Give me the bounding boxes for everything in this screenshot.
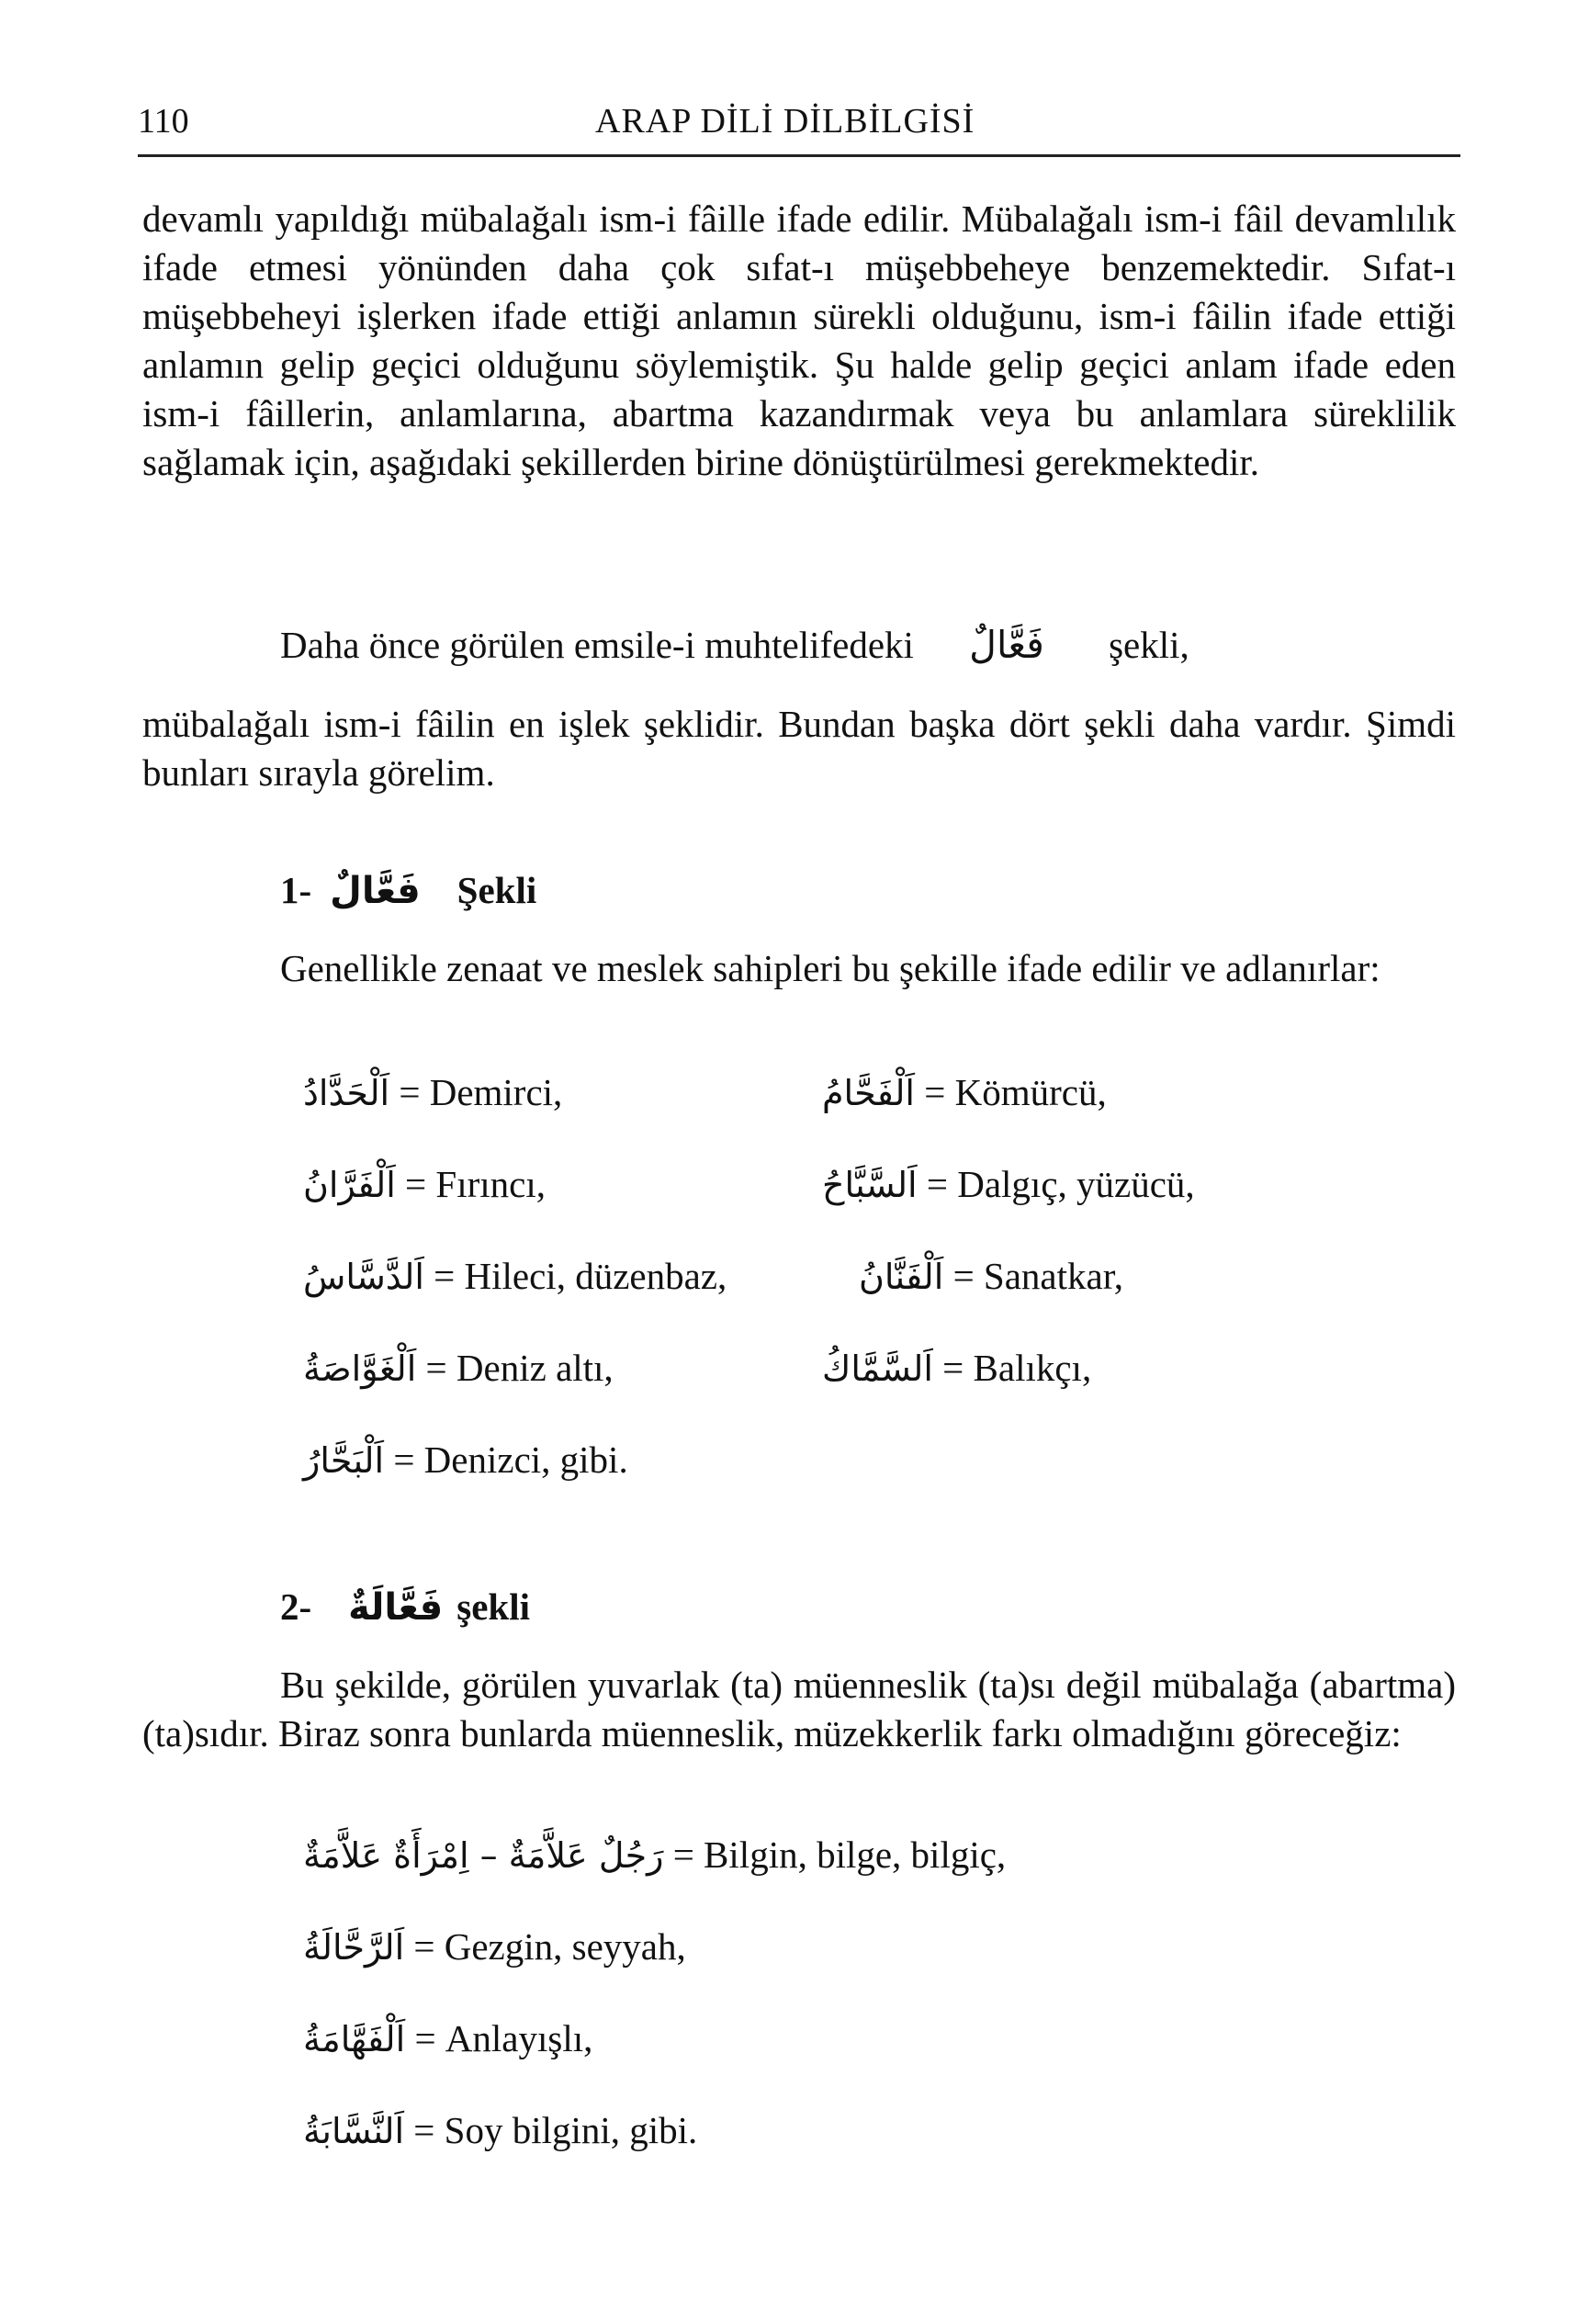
entry-arabic: اَلْبَحَّارُ — [303, 1440, 385, 1481]
entry-translation: = Sanatkar, — [952, 1255, 1123, 1297]
entry-arabic: اَلرَّحَّالَةُ — [303, 1927, 405, 1968]
section-2-arabic: فَعَّالَةٌ — [348, 1586, 444, 1629]
paragraph-2-rest: mübalağalı ism-i fâilin en işlek şeklidir. Bundan başka dört şekli daha vardır. Şimdi bunları sırayla görelim. — [142, 703, 1456, 794]
section-1-entry — [303, 1162, 546, 1206]
entry-translation: = Bilgin, bilge, bilgiç, — [672, 1833, 1007, 1876]
section-1-entry — [859, 1254, 1123, 1298]
section-2-entry — [303, 2108, 697, 2152]
entry-arabic: اَلْفَنَّانُ — [859, 1257, 944, 1297]
entry-arabic: رَجُلٌ عَلاَّمَةٌ – اِمْرَأَةٌ عَلاَّمَةٌ — [303, 1835, 664, 1876]
section-1-heading — [280, 868, 536, 912]
section-1-entry — [303, 1254, 727, 1298]
paragraph-2-arabic: فَعَّالٌ — [969, 623, 1044, 667]
section-1-label: Şekli — [456, 869, 537, 911]
section-1-intro: Genellikle zenaat ve meslek sahipleri bu şekille ifade edilir ve adlanırlar: — [280, 947, 1381, 989]
section-2-intro: Bu şekilde, görülen yuvarlak (ta) müenneslik (ta)sı değil mübalağa (abartma) (ta)sıdır. Biraz sonra bunlarda müenneslik, müzekkerlik farkı olmadığını göreceğiz: — [142, 1664, 1456, 1754]
section-1-entry — [303, 1438, 628, 1482]
entry-translation: = Hileci, düzenbaz, — [434, 1255, 727, 1297]
section-1-entry — [822, 1070, 1107, 1114]
running-title: ARAP DİLİ DİLBİLGİSİ — [595, 102, 975, 141]
paragraph-2-first-line — [280, 623, 1189, 667]
entry-translation: = Gezgin, seyyah, — [413, 1925, 686, 1968]
page-header — [138, 99, 1460, 157]
entry-arabic: اَلسَّبَّاحُ — [822, 1165, 918, 1205]
entry-translation: = Soy bilgini, gibi. — [413, 2109, 698, 2151]
paragraph-2-text-after: şekli, — [1109, 624, 1189, 666]
page-number: 110 — [138, 102, 189, 141]
section-2-entry — [303, 1924, 686, 1969]
entry-translation: = Fırıncı, — [405, 1163, 546, 1205]
entry-translation: = Denizci, gibi. — [393, 1438, 628, 1481]
entry-translation: = Kömürcü, — [924, 1071, 1107, 1113]
entry-translation: = Dalgıç, yüzücü, — [926, 1163, 1195, 1205]
section-1-number: 1- — [280, 869, 312, 911]
section-2-entry — [303, 2016, 592, 2060]
entry-arabic: اَلدَّسَّاسُ — [303, 1257, 424, 1297]
entry-translation: = Balıkçı, — [942, 1347, 1092, 1389]
section-2-number: 2- — [280, 1585, 312, 1628]
section-2-label: şekli — [456, 1585, 530, 1628]
section-1-entry — [303, 1346, 614, 1390]
section-2-heading — [280, 1585, 530, 1629]
section-1-arabic: فَعَّالٌ — [330, 870, 421, 912]
entry-arabic: اَلْفَرَّانُ — [303, 1165, 396, 1205]
paragraph-1: devamlı yapıldığı mübalağalı ism-i fâille ifade edilir. Mübalağalı ism-i fâil devamlılık ifade etmesi yönünden daha çok sıfat-ı müşebbeheye benzemektedir. Sıfat-ı müşebbeheyi işlerken ifade ettiği anlamın sürekli olduğunu, ism-i fâilin ifade ettiği anlamın gelip geçici olduğunu söylemiştik. Şu halde gelip geçici anlam ifade eden ism-i fâillerin, anlamlarına, abartma kazandırmak veya bu anlamlara süreklilik sağlamak için, aşağıdaki şekillerden birine dönüştürülmesi gerekmektedir. — [142, 197, 1456, 483]
entry-arabic: اَلْحَدَّادُ — [303, 1073, 390, 1113]
entry-arabic: اَلسَّمَّاكُ — [822, 1348, 933, 1389]
section-1-entry — [822, 1346, 1091, 1390]
entry-translation: = Anlayışlı, — [414, 2017, 593, 2059]
section-1-entry — [303, 1070, 562, 1114]
section-1-entry — [822, 1162, 1195, 1206]
entry-arabic: اَلنَّسَّابَةُ — [303, 2111, 405, 2151]
section-2-entry — [303, 1833, 1006, 1877]
entry-arabic: اَلْفَهَّامَةُ — [303, 2019, 406, 2059]
entry-translation: = Deniz altı, — [425, 1347, 614, 1389]
entry-arabic: اَلْغَوَّاصَةُ — [303, 1348, 417, 1389]
entry-arabic: اَلْفَحَّامُ — [822, 1073, 915, 1113]
paragraph-2-text-before: Daha önce görülen emsile-i muhtelifedeki — [280, 624, 914, 666]
entry-translation: = Demirci, — [399, 1071, 563, 1113]
